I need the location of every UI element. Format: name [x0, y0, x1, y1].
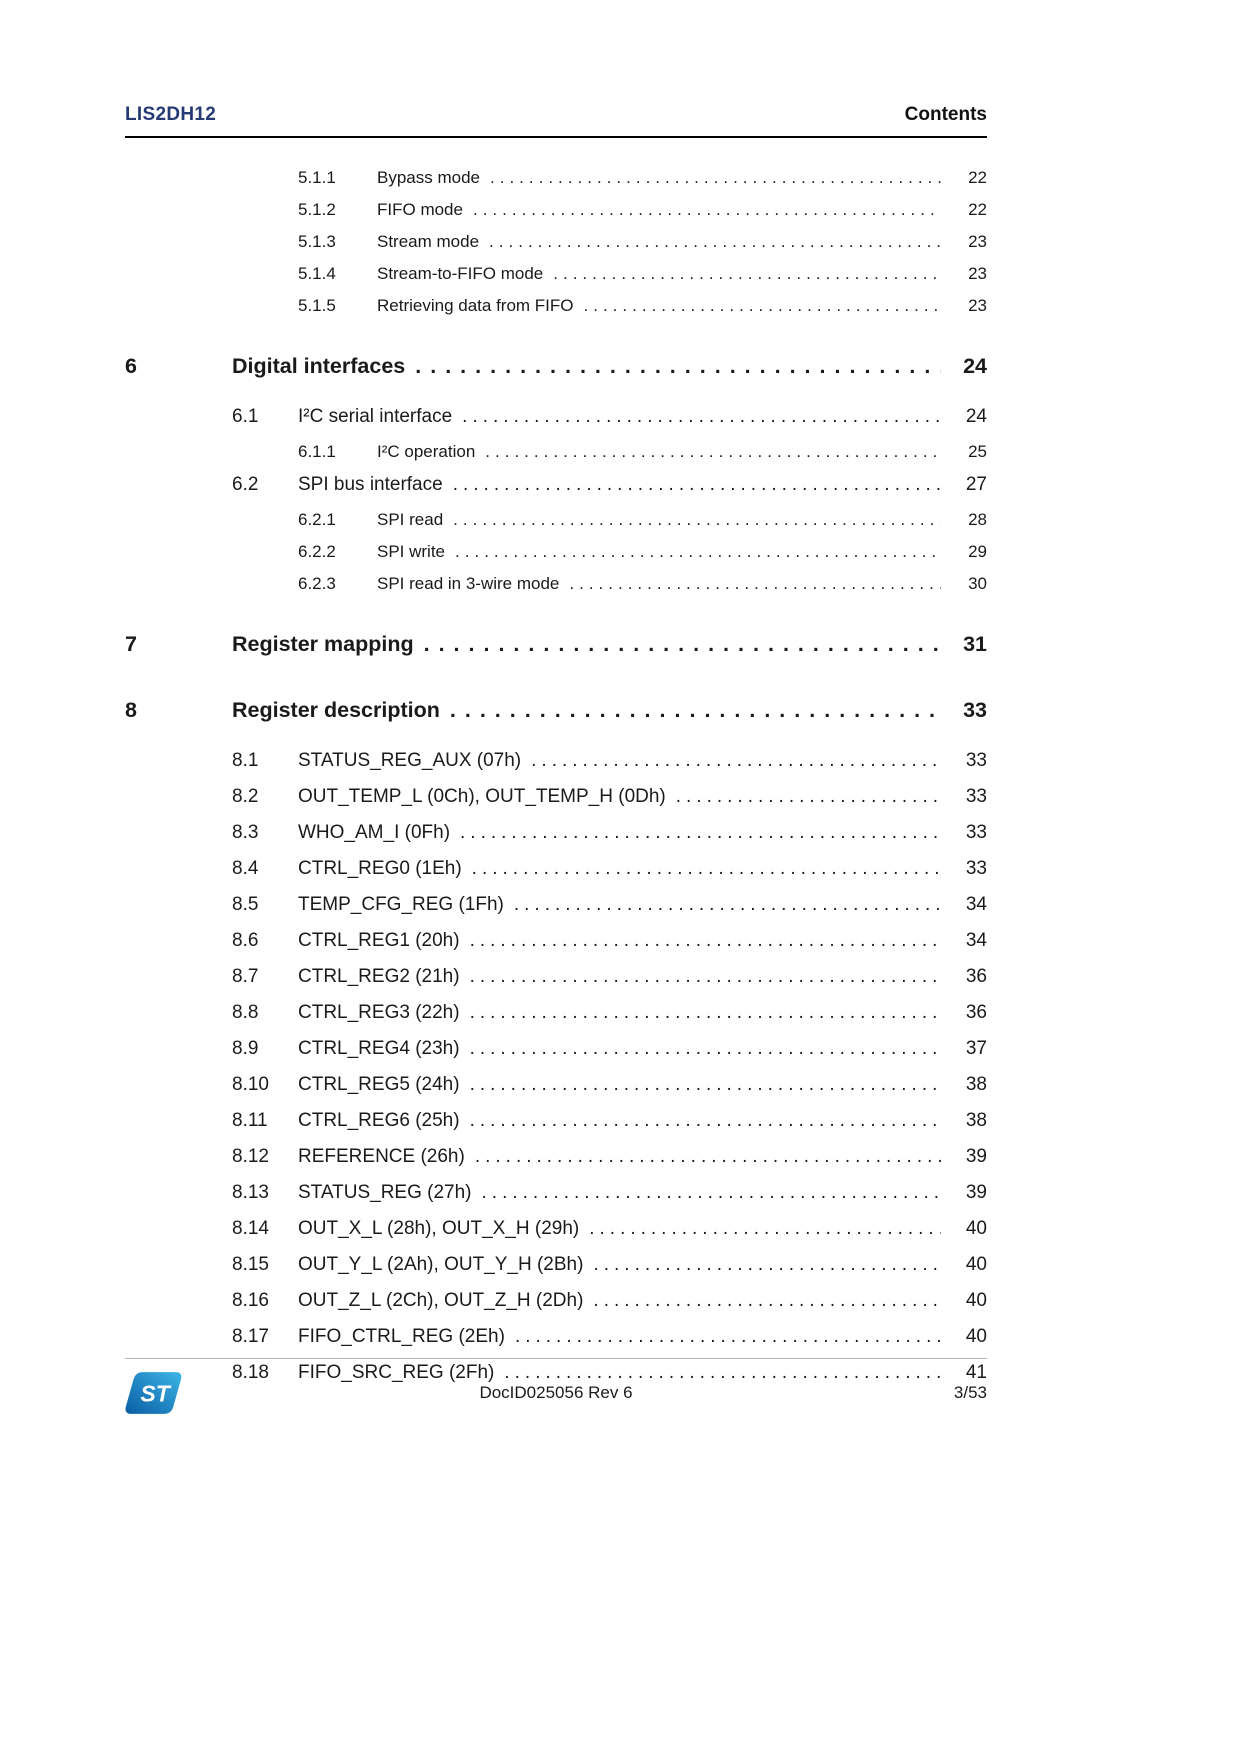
- dot-leader: [470, 1110, 941, 1132]
- toc-entry-title: Bypass mode: [377, 168, 480, 187]
- dot-leader: [462, 406, 941, 428]
- dot-leader: [472, 858, 941, 880]
- toc-entry-number: 8.8: [232, 1002, 259, 1023]
- toc-entry-number: 6.2: [232, 474, 259, 495]
- toc-entry-title: SPI bus interface: [298, 474, 443, 495]
- toc-entry-title: Register mapping: [232, 632, 414, 656]
- dot-leader: [455, 542, 941, 562]
- dot-leader: [475, 1146, 941, 1168]
- toc-entry[interactable]: [125, 168, 987, 200]
- toc-entry-page: 37: [965, 1038, 987, 1059]
- toc-entry-page: 28: [968, 510, 987, 529]
- toc-entry-title: Stream-to-FIFO mode: [377, 264, 544, 283]
- toc-entry[interactable]: [125, 406, 987, 442]
- toc-entry-page: 40: [965, 1218, 987, 1239]
- toc-entry-number: 8.15: [232, 1254, 269, 1275]
- toc-entry[interactable]: [125, 1182, 987, 1218]
- toc-entry[interactable]: [125, 474, 987, 510]
- toc-entry[interactable]: [125, 786, 987, 822]
- toc-entry[interactable]: [125, 232, 987, 264]
- svg-text:ST: ST: [140, 1380, 170, 1407]
- toc-entry[interactable]: [125, 930, 987, 966]
- toc-entry-page: 40: [965, 1290, 987, 1311]
- toc-entry[interactable]: [125, 296, 987, 328]
- footer-content: [125, 1367, 987, 1419]
- toc-entry-page: 39: [965, 1146, 987, 1167]
- toc-entry-title: Register description: [232, 698, 440, 722]
- header-section-label: Contents: [904, 104, 987, 125]
- toc-entry[interactable]: [125, 542, 987, 574]
- toc-entry-title: OUT_X_L (28h), OUT_X_H (29h): [298, 1218, 580, 1239]
- dot-leader: [514, 894, 941, 916]
- toc-entry-number: 6.2.3: [298, 574, 336, 593]
- toc-entry-title: CTRL_REG1 (20h): [298, 930, 460, 951]
- toc-entry-number: 6.2.2: [298, 542, 336, 561]
- toc-entry-number: 8.12: [232, 1146, 269, 1167]
- toc-entry[interactable]: [125, 1254, 987, 1290]
- toc-entry-number: 8.13: [232, 1182, 269, 1203]
- toc-entry-number: 8.17: [232, 1326, 269, 1347]
- dot-leader: [415, 354, 941, 379]
- table-of-contents: [125, 168, 987, 1398]
- dot-leader: [593, 1254, 941, 1276]
- toc-entry[interactable]: [125, 1074, 987, 1110]
- dot-leader: [553, 264, 941, 284]
- toc-entry-number: 8.11: [232, 1110, 268, 1131]
- toc-entry[interactable]: [125, 442, 987, 474]
- st-logo-icon: [125, 1371, 183, 1415]
- toc-entry-title: REFERENCE (26h): [298, 1146, 465, 1167]
- toc-entry-page: 23: [968, 264, 987, 283]
- dot-leader: [490, 168, 941, 188]
- toc-entry-title: CTRL_REG2 (21h): [298, 966, 460, 987]
- dot-leader: [453, 474, 941, 496]
- toc-entry-page: 33: [965, 786, 987, 807]
- toc-entry-page: 23: [968, 296, 987, 315]
- toc-entry[interactable]: [125, 1038, 987, 1074]
- toc-entry-number: 8.6: [232, 930, 259, 951]
- toc-entry[interactable]: [125, 698, 987, 738]
- toc-entry-number: 5.1.2: [298, 200, 336, 219]
- toc-entry-number: 8.2: [232, 786, 259, 807]
- toc-entry-title: OUT_Z_L (2Ch), OUT_Z_H (2Dh): [298, 1290, 584, 1311]
- toc-entry[interactable]: [125, 1146, 987, 1182]
- toc-entry[interactable]: [125, 510, 987, 542]
- toc-entry-page: 24: [963, 354, 987, 378]
- dot-leader: [515, 1326, 941, 1348]
- toc-entry[interactable]: [125, 1002, 987, 1038]
- toc-entry[interactable]: [125, 1218, 987, 1254]
- toc-entry-page: 31: [963, 632, 987, 656]
- toc-entry-title: CTRL_REG4 (23h): [298, 1038, 460, 1059]
- dot-leader: [589, 1218, 941, 1240]
- toc-entry-title: STATUS_REG (27h): [298, 1182, 472, 1203]
- toc-entry[interactable]: [125, 632, 987, 672]
- toc-entry-title: I²C serial interface: [298, 406, 453, 427]
- toc-entry-number: 8.4: [232, 858, 259, 879]
- toc-entry-page: 38: [965, 1074, 987, 1095]
- toc-entry-number: 8: [125, 698, 137, 722]
- toc-entry-number: 7: [125, 632, 137, 656]
- toc-entry-page: 36: [965, 966, 987, 987]
- toc-entry[interactable]: [125, 822, 987, 858]
- toc-entry-title: CTRL_REG0 (1Eh): [298, 858, 462, 879]
- toc-entry-number: 6.1: [232, 406, 259, 427]
- toc-entry-title: STATUS_REG_AUX (07h): [298, 750, 522, 771]
- toc-entry-page: 22: [968, 168, 987, 187]
- dot-leader: [584, 296, 941, 316]
- toc-entry-number: 5.1.5: [298, 296, 336, 315]
- dot-leader: [460, 822, 941, 844]
- toc-entry[interactable]: [125, 1110, 987, 1146]
- toc-entry-page: 33: [965, 750, 987, 771]
- toc-entry[interactable]: [125, 750, 987, 786]
- page-header: [125, 104, 987, 138]
- toc-entry-page: 24: [965, 406, 987, 427]
- document-title: LIS2DH12: [125, 104, 217, 125]
- dot-leader: [470, 1074, 941, 1096]
- dot-leader: [470, 1002, 941, 1024]
- toc-entry[interactable]: [125, 1326, 987, 1362]
- toc-entry-title: FIFO mode: [377, 200, 463, 219]
- toc-entry-page: 34: [965, 894, 987, 915]
- toc-entry-title: CTRL_REG5 (24h): [298, 1074, 460, 1095]
- toc-entry-page: 40: [965, 1254, 987, 1275]
- dot-leader: [424, 632, 941, 657]
- toc-entry-page: 39: [965, 1182, 987, 1203]
- toc-entry-page: 41: [965, 1362, 987, 1383]
- toc-entry-number: 6.2.1: [298, 510, 336, 529]
- toc-entry[interactable]: [125, 858, 987, 894]
- toc-entry-number: 8.5: [232, 894, 259, 915]
- dot-leader: [569, 574, 941, 594]
- toc-entry-page: 30: [968, 574, 987, 593]
- toc-entry[interactable]: [125, 894, 987, 930]
- toc-entry-page: 36: [965, 1002, 987, 1023]
- toc-entry-number: 8.1: [232, 750, 259, 771]
- toc-entry-number: 8.7: [232, 966, 259, 987]
- dot-leader: [489, 232, 941, 252]
- toc-entry-page: 25: [968, 442, 987, 461]
- toc-entry-page: 33: [965, 822, 987, 843]
- dot-leader: [531, 750, 941, 772]
- footer-divider: [125, 1358, 987, 1359]
- toc-entry-page: 22: [968, 200, 987, 219]
- footer-page-number: 3/53: [953, 1383, 987, 1402]
- toc-entry[interactable]: [125, 264, 987, 296]
- toc-entry-page: 40: [965, 1326, 987, 1347]
- dot-leader: [473, 200, 941, 220]
- toc-entry-title: Retrieving data from FIFO: [377, 296, 574, 315]
- dot-leader: [485, 442, 941, 462]
- toc-entry-number: 6.1.1: [298, 442, 336, 461]
- toc-entry-title: CTRL_REG3 (22h): [298, 1002, 460, 1023]
- toc-entry[interactable]: [125, 354, 987, 394]
- toc-entry-page: 29: [968, 542, 987, 561]
- toc-entry-number: 5.1.4: [298, 264, 336, 283]
- toc-entry-number: 8.16: [232, 1290, 269, 1311]
- dot-leader: [450, 698, 941, 723]
- toc-entry[interactable]: [125, 200, 987, 232]
- toc-entry-title: Digital interfaces: [232, 354, 406, 378]
- dot-leader: [453, 510, 941, 530]
- toc-entry-number: 6: [125, 354, 137, 378]
- page-footer: [125, 1358, 987, 1419]
- toc-entry[interactable]: [125, 966, 987, 1002]
- footer-doc-reference: DocID025056 Rev 6: [479, 1383, 633, 1402]
- toc-entry-title: CTRL_REG6 (25h): [298, 1110, 460, 1131]
- toc-entry-title: OUT_Y_L (2Ah), OUT_Y_H (2Bh): [298, 1254, 584, 1275]
- toc-entry-number: 8.3: [232, 822, 259, 843]
- toc-entry-title: SPI read: [377, 510, 444, 529]
- toc-entry[interactable]: [125, 574, 987, 606]
- toc-entry-title: FIFO_SRC_REG (2Fh): [298, 1362, 495, 1383]
- toc-entry-number: 8.9: [232, 1038, 259, 1059]
- toc-entry-number: 8.10: [232, 1074, 269, 1095]
- toc-entry-title: I²C operation: [377, 442, 476, 461]
- toc-entry-page: 33: [963, 698, 987, 722]
- toc-entry-page: 34: [965, 930, 987, 951]
- toc-entry-page: 33: [965, 858, 987, 879]
- toc-entry-title: TEMP_CFG_REG (1Fh): [298, 894, 504, 915]
- toc-entry-page: 27: [965, 474, 987, 495]
- toc-entry-number: 5.1.1: [298, 168, 336, 187]
- toc-entry-title: SPI write: [377, 542, 446, 561]
- toc-entry-page: 23: [968, 232, 987, 251]
- toc-entry-number: 5.1.3: [298, 232, 336, 251]
- dot-leader: [593, 1290, 941, 1312]
- dot-leader: [482, 1182, 941, 1204]
- toc-entry-title: SPI read in 3-wire mode: [377, 574, 560, 593]
- dot-leader: [470, 930, 941, 952]
- toc-entry[interactable]: [125, 1290, 987, 1326]
- toc-entry-page: 38: [965, 1110, 987, 1131]
- toc-entry-number: 8.18: [232, 1362, 269, 1383]
- toc-entry-title: OUT_TEMP_L (0Ch), OUT_TEMP_H (0Dh): [298, 786, 666, 807]
- toc-entry-number: 8.14: [232, 1218, 269, 1239]
- dot-leader: [470, 1038, 941, 1060]
- dot-leader: [676, 786, 941, 808]
- toc-entry-title: WHO_AM_I (0Fh): [298, 822, 451, 843]
- toc-entry-title: FIFO_CTRL_REG (2Eh): [298, 1326, 505, 1347]
- dot-leader: [470, 966, 941, 988]
- toc-entry-title: Stream mode: [377, 232, 480, 251]
